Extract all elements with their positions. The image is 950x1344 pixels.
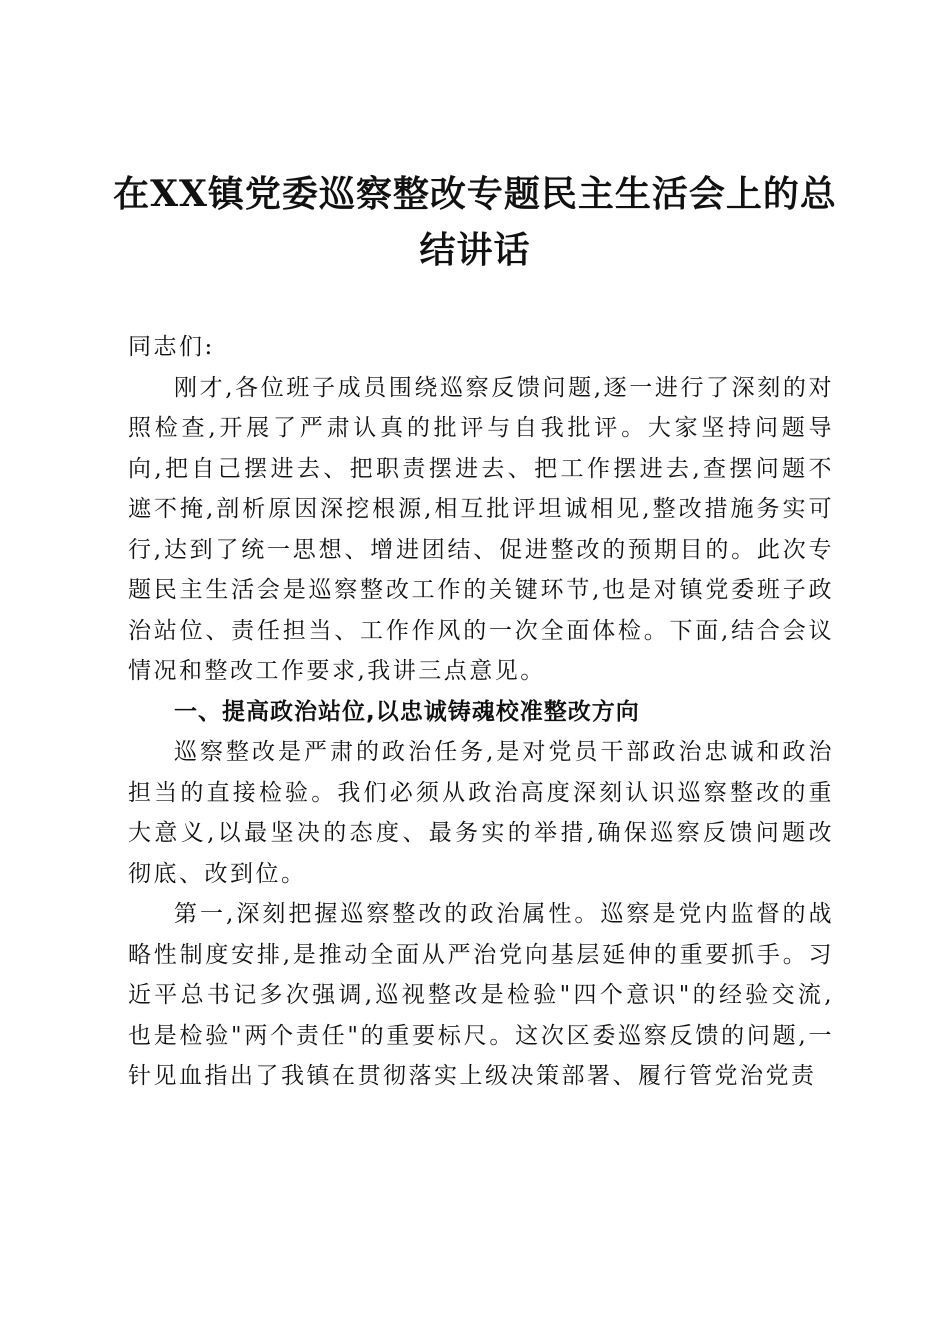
intro-paragraph: 刚才,各位班子成员围绕巡察反馈问题,逐一进行了深刻的对照检查,开展了严肃认真的批评与自我批评。大家坚持问题导向,把自己摆进去、把职责摆进去、把工作摆进去,查摆问题不遮不掩,剖析原因深挖根源,相互批评坦诚相见,整改措施务实可行,达到了统一思想、增进团结、促进整改的预期目的。此次专题民主生活会是巡察整改工作的关键环节,也是对镇党委班子政治站位、责任担当、工作作风的一次全面体检。下面,结合会议情况和整改工作要求,我讲三点意见。 [128,374,834,684]
section-heading-1: 一、提高政治站位,以忠诚铸魂校准整改方向 [174,698,640,725]
document-body [128,327,834,1097]
section-1-paragraph: 巡察整改是严肃的政治任务,是对党员干部政治忠诚和政治担当的直接检验。我们必须从政治高度深刻认识巡察整改的重大意义,以最坚决的态度、最务实的举措,确保巡察反馈问题改彻底、改到位。 [128,739,834,887]
salutation: 同志们: [128,334,215,360]
section-1-paragraph: 第一,深刻把握巡察整改的政治属性。巡察是党内监督的战略性制度安排,是推动全面从严治党向基层延伸的重要抓手。习近平总书记多次强调,巡视整改是检验"四个意识"的经验交流,也是检验"两个责任"的重要标尺。这次区委巡察反馈的问题,一针见血指出了我镇在贯彻落实上级决策部署、履行管党治党责 [128,901,834,1089]
document-title: 在XX镇党委巡察整改专题民主生活会上的总结讲话 [113,173,837,271]
